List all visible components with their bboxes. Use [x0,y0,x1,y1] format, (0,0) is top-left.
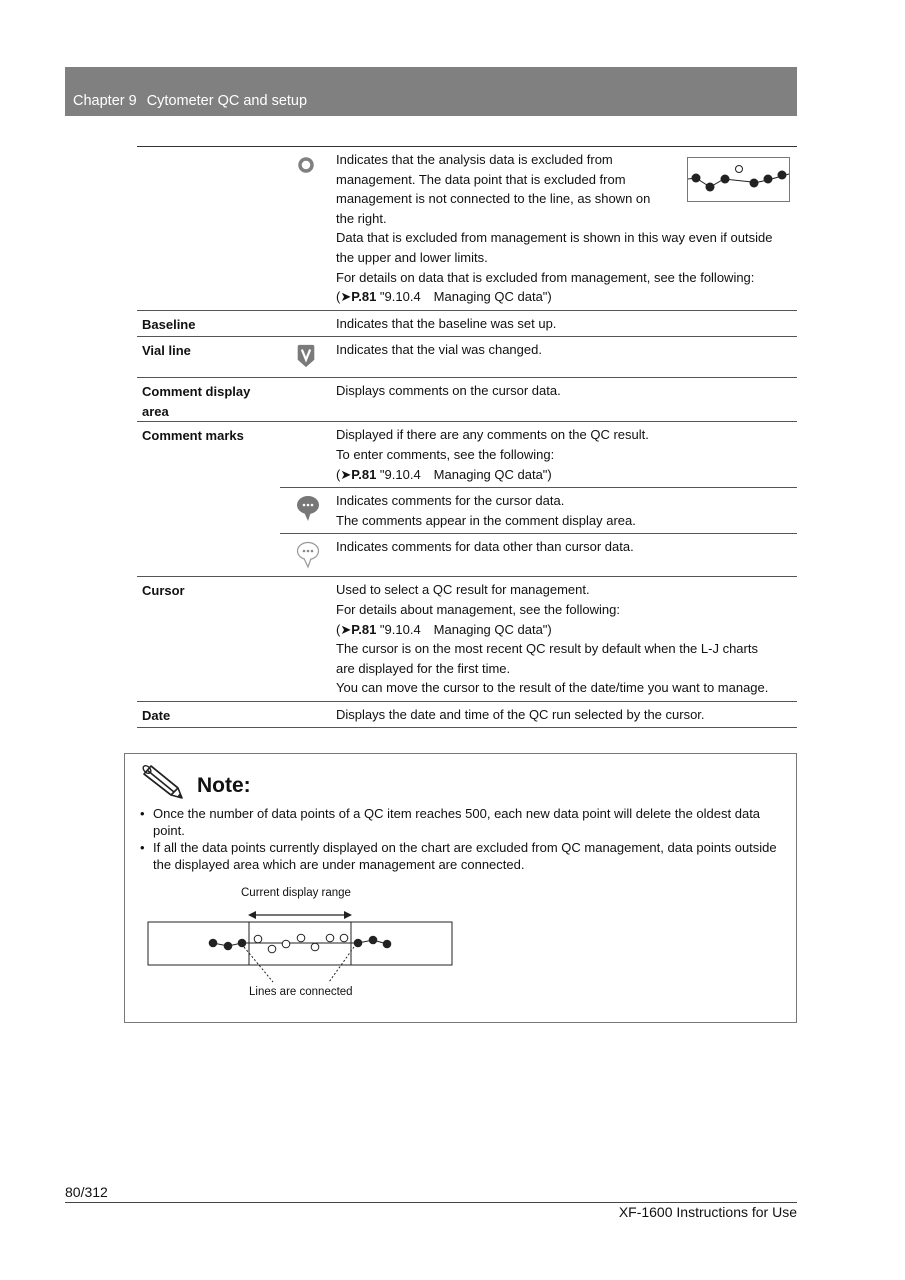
table-row-date [137,702,797,729]
cross-reference-link[interactable] [336,465,797,485]
desc-line: Indicates comments for data other than cursor data. [336,539,634,555]
note-bullet: • If all the data points currently displayed on the chart are excluded from QC management, data points outside the displayed area which are under management are connected. [140,840,777,872]
hollow-circle-icon [297,156,315,174]
row-label: Comment display area [142,384,251,419]
ref-text: "9.10.4 Managing QC data") [376,621,552,637]
cross-reference-link[interactable] [336,620,797,640]
page-number: 80/312 [65,1184,108,1200]
row-label: Cursor [142,583,185,599]
chapter-title [73,93,307,109]
outline-comment-bubble-icon [296,540,320,570]
note-bullet-list [140,806,780,874]
table-row-comment-display-area [137,378,797,422]
table-row-excluded [137,147,797,311]
desc-line: the right. [336,210,387,226]
ref-page: P.81 [351,621,377,637]
comment-mark-other [280,533,797,576]
document-title: XF-1600 Instructions for Use [618,1204,797,1220]
legend-table [137,146,797,728]
desc-line: To enter comments, see the following: [336,446,555,462]
desc-line: Used to select a QC result for management. [336,582,590,598]
desc-line: management is not connected to the line, as shown on [336,191,651,207]
row-description: Indicates that the baseline was set up. [336,315,557,331]
note-title: Note: [197,774,251,797]
ref-text: "9.10.4 Managing QC data") [376,466,552,482]
note-bullet: • Once the number of data points of a QC item reaches 500, each new data point will delete the oldest data point. [140,806,761,838]
vial-v-marker-icon [296,344,316,368]
row-label: Vial line [142,343,191,359]
row-description: Indicates that the vial was changed. [336,342,542,358]
ref-page: P.81 [351,466,377,482]
desc-line: are displayed for the first time. [336,660,511,676]
arrow-icon: (➤ [336,621,352,637]
diagram-caption-bottom: Lines are connected [249,986,353,998]
row-label: Baseline [142,316,196,332]
chapter-number: Chapter 9 [73,93,137,109]
cross-reference-link[interactable] [336,287,797,307]
row-label: Date [142,707,171,723]
comment-mark-cursor [280,487,797,533]
desc-line: Indicates comments for the cursor data. [336,493,565,509]
filled-comment-bubble-icon [296,494,320,524]
ref-page: P.81 [351,289,377,305]
footer-divider [65,1202,797,1203]
desc-line: For details about management, see the following: [336,601,621,617]
chapter-name: Cytometer QC and setup [146,93,308,109]
row-label: Comment marks [142,428,244,444]
desc-line: Indicates that the analysis data is excluded from [336,152,613,167]
row-description: Displays comments on the cursor data. [336,383,561,399]
row-description: Displays the date and time of the QC run selected by the cursor. [336,706,705,722]
table-row-vial-line [137,337,797,378]
desc-line: For details on data that is excluded from management, see the following: [336,269,755,285]
pencil-icon [140,762,186,802]
desc-line: management. The data point that is excluded from [336,171,626,187]
arrow-icon: (➤ [336,466,352,482]
table-row-baseline [137,311,797,338]
bullet-text: If all the data points currently displayed on the chart are excluded from QC management, data points outside the displayed area which are under management are connected. [153,840,777,872]
note-box [124,753,797,1023]
desc-line: Displayed if there are any comments on the QC result. [336,427,649,443]
desc-line: Data that is excluded from management is shown in this way even if outside [336,230,773,246]
diagram-caption-top: Current display range [241,887,351,899]
ref-text: "9.10.4 Managing QC data") [376,289,552,305]
bullet-text: Once the number of data points of a QC item reaches 500, each new data point will delete the oldest data point. [153,806,761,838]
desc-line: You can move the cursor to the result of the date/time you want to manage. [336,680,769,696]
table-row-cursor [137,577,797,702]
desc-line: the upper and lower limits. [336,249,488,265]
desc-line: The cursor is on the most recent QC result by default when the L-J charts [336,641,758,657]
desc-line: The comments appear in the comment display area. [336,512,636,528]
chapter-header [65,67,797,116]
excluded-point-example-chart [687,157,790,202]
table-row-comment-marks [137,422,797,577]
arrow-icon: (➤ [336,289,352,305]
